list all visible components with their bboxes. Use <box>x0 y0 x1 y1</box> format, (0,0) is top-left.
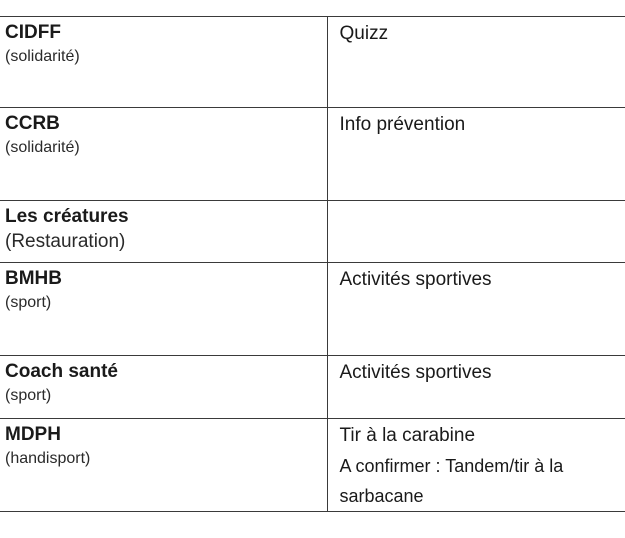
activity-cell <box>327 108 625 201</box>
partner-category: (Restauration) <box>5 231 126 252</box>
activity-text: Info prévention <box>339 114 466 135</box>
table-row <box>0 419 625 512</box>
partners-table <box>0 16 625 512</box>
partner-cell <box>0 419 327 512</box>
table-row <box>0 263 625 356</box>
partner-cell <box>0 108 327 201</box>
partner-cell <box>0 17 327 108</box>
activity-cell <box>327 419 625 512</box>
partner-category: (handisport) <box>5 450 91 467</box>
partner-category: (solidarité) <box>5 139 80 156</box>
partner-category: (solidarité) <box>5 48 80 65</box>
partner-name: MDPH <box>5 424 61 445</box>
activity-cell <box>327 356 625 419</box>
partner-name: CCRB <box>5 113 60 134</box>
activity-text: Activités sportives <box>339 269 492 290</box>
table-row <box>0 108 625 201</box>
table-row <box>0 356 625 419</box>
activity-text: Quizz <box>339 23 389 44</box>
activity-cell <box>327 17 625 108</box>
activity-note: A confirmer : Tandem/tir à la sarbacane <box>339 456 564 506</box>
partner-category: (sport) <box>5 294 52 311</box>
partner-cell <box>0 263 327 356</box>
activity-cell <box>327 201 625 263</box>
activity-cell <box>327 263 625 356</box>
partner-name: CIDFF <box>5 22 61 43</box>
partner-cell <box>0 356 327 419</box>
partner-name: BMHB <box>5 268 62 289</box>
partner-category: (sport) <box>5 387 52 404</box>
partner-name: Coach santé <box>5 361 118 382</box>
table-row <box>0 17 625 108</box>
table-row <box>0 201 625 263</box>
activity-text: Activités sportives <box>339 362 492 383</box>
partner-name: Les créatures <box>5 206 129 227</box>
partner-cell <box>0 201 327 263</box>
activity-text: Tir à la carabine <box>339 425 476 446</box>
